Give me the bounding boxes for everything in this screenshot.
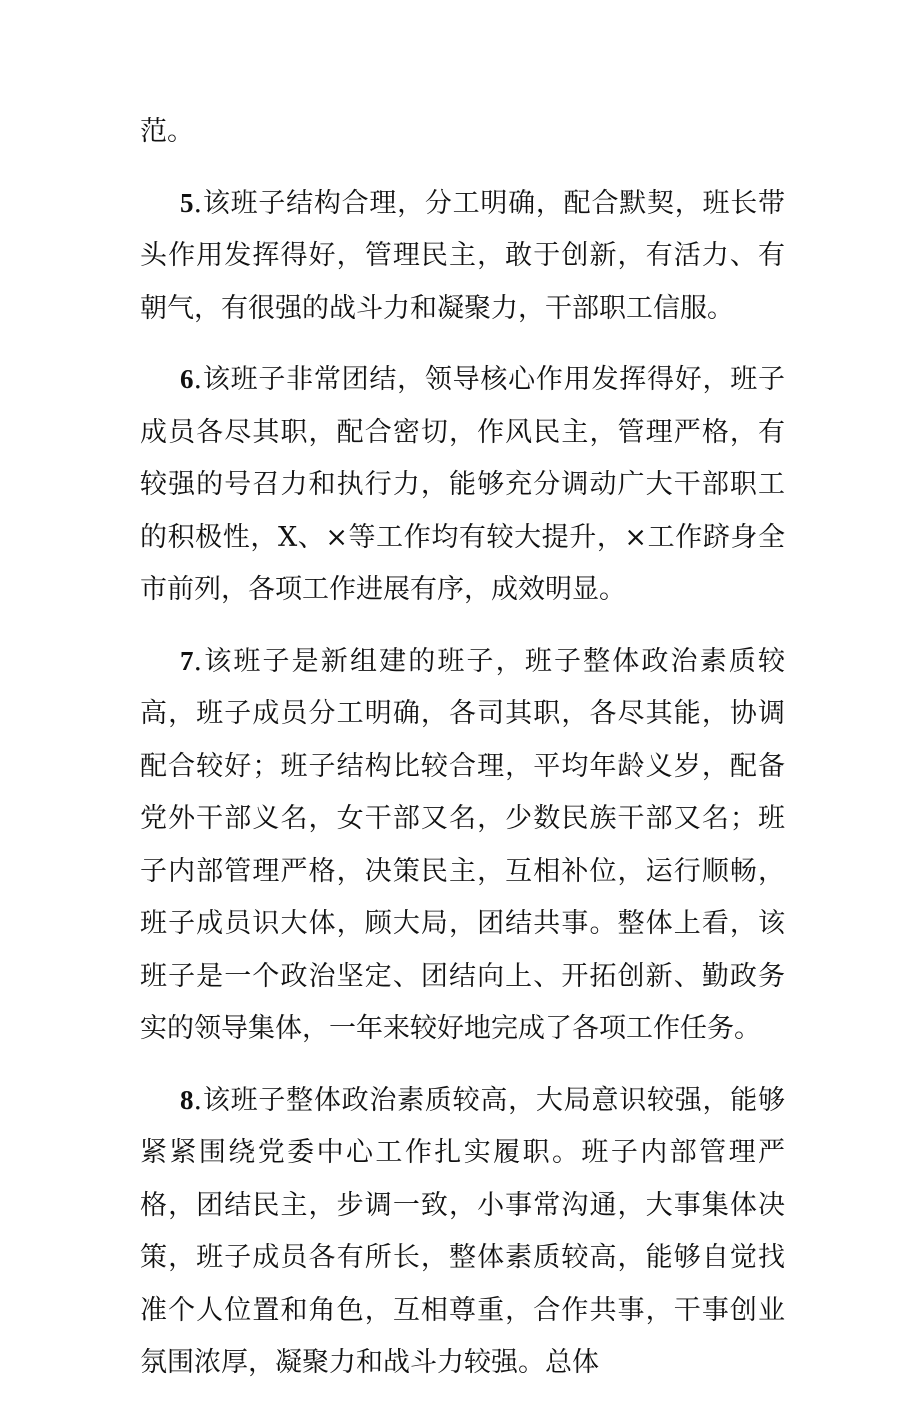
paragraph-item-7 xyxy=(140,635,785,1056)
paragraph-number: 6 xyxy=(180,364,194,394)
paragraph-item-5 xyxy=(140,177,785,336)
paragraph-text: 范。 xyxy=(140,116,194,147)
paragraph-text: .该班子结构合理，分工明确，配合默契，班长带头作用发挥得好，管理民主，敢于创新，有活力、有朝气，有很强的战斗力和凝聚力，干部职工信服。 xyxy=(140,187,785,324)
paragraph-item-8 xyxy=(140,1074,785,1390)
paragraph-text: .该班子是新组建的班子，班子整体政治素质较高，班子成员分工明确，各司其职，各尽其能，协调配合较好；班子结构比较合理，平均年龄义岁，配备党外干部义名，女干部又名，少数民族干部又名；班子内部管理严格，决策民主，互相补位，运行顺畅，班子成员识大体，顾大局，团结共事。整体上看，该班子是一个政治坚定、团结向上、开拓创新、勤政务实的领导集体，一年来较好地完成了各项工作任务。 xyxy=(140,645,785,1044)
paragraph-text: .该班子非常团结，领导核心作用发挥得好，班子成员各尽其职，配合密切，作风民主，管理严格，有较强的号召力和执行力，能够充分调动广大干部职工的积极性，X、×等工作均有较大提升，×工作跻身全市前列，各项工作进展有序，成效明显。 xyxy=(140,364,785,605)
paragraph-continuation xyxy=(140,106,785,159)
paragraph-number: 5 xyxy=(180,187,194,218)
paragraph-item-6 xyxy=(140,353,785,617)
document-body xyxy=(140,106,785,1408)
paragraph-number: 8 xyxy=(180,1084,194,1115)
paragraph-text: .该班子整体政治素质较高，大局意识较强，能够紧紧围绕党委中心工作扎实履职。班子内部管理严格，团结民主，步调一致，小事常沟通，大事集体决策，班子成员各有所长，整体素质较高，能够自觉找准个人位置和角色，互相尊重，合作共事，干事创业氛围浓厚，凝聚力和战斗力较强。总体 xyxy=(140,1084,785,1378)
paragraph-number: 7 xyxy=(180,645,194,676)
